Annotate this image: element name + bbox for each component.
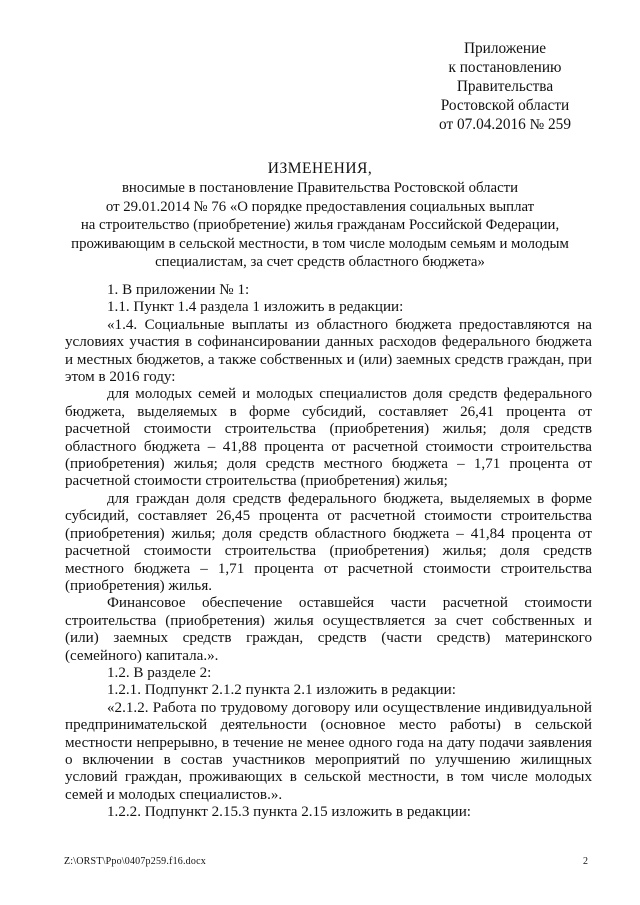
- document-subtitle: [60, 179, 580, 272]
- paragraph-item-2-1-2-text: «2.1.2. Работа по трудовому договору или осуществление индивидуальной предпринимательской деятельности (основное место работы) в сельской местности непрерывно, в течение не менее одного года на дату подачи заявления о включении в состав участников мероприятий по улучшению жилищных условий граждан, проживающих в сельской местности, в том числе молодых семей и молодых специалистов.».: [65, 699, 592, 803]
- document-body: [65, 282, 592, 822]
- paragraph-item-1-1: 1.1. Пункт 1.4 раздела 1 изложить в редакции:: [107, 299, 404, 316]
- paragraph-item-1-2-1: 1.2.1. Подпункт 2.1.2 пункта 2.1 изложить в редакции:: [107, 682, 456, 699]
- paragraph-young-families: для молодых семей и молодых специалистов доля средств федерального бюджета, выделяемых в форме субсидий, составляет 26,41 процента от расчетной стоимости строительства (приобретения) жилья; доля средств областного бюджета – 41,88 процента от расчетной стоимости строительства (приобретения) жилья; доля средств местного бюджета – 1,71 процента от расчетной стоимости строительства (приобретения) жилья;: [65, 386, 592, 490]
- appendix-line: Правительства: [456, 78, 554, 95]
- appendix-header: [400, 39, 610, 134]
- footer-file-path: Z:\ORST\Ppo\0407p259.f16.docx: [64, 856, 206, 867]
- paragraph-item-1-4-text: «1.4. Социальные выплаты из областного бюджета предоставляются на условиях участия в софинансировании данных расходов федерального бюджета и местных бюджетов, а также собственных и (или) заемных средств граждан, при этом в 2016 году:: [65, 316, 592, 386]
- appendix-line: от 07.04.2016 № 259: [439, 116, 571, 133]
- appendix-line: к постановлению: [448, 59, 562, 76]
- paragraph-financing: Финансовое обеспечение оставшейся части расчетной стоимости строительства (приобретения) жилья осуществляется за счет собственных и (или) заемных средств граждан, средств (части средств) материнского (семейного) капитала.».: [65, 595, 592, 664]
- subtitle-line: вносимые в постановление Правительства Ростовской области: [121, 180, 519, 196]
- paragraph-item-1-2: 1.2. В разделе 2:: [107, 664, 212, 681]
- subtitle-line: проживающим в сельской местности, в том числе молодым семьям и молодым: [71, 235, 569, 252]
- subtitle-line: специалистам, за счет средств областного бюджета»: [155, 254, 485, 270]
- page-number: 2: [583, 856, 588, 867]
- subtitle-line: от 29.01.2014 № 76 «О порядке предоставления социальных выплат: [105, 198, 535, 215]
- appendix-line: Ростовской области: [440, 97, 570, 114]
- paragraph-citizens: для граждан доля средств федерального бюджета, выделяемых в форме субсидий, составляет 26,45 процента от расчетной стоимости строительства (приобретения) жилья; доля средств областного бюджета – 41,84 процента от расчетной стоимости строительства (приобретения) жилья; доля средств местного бюджета – 1,71 процента от расчетной стоимости строительства (приобретения) жилья.: [65, 490, 592, 594]
- paragraph-item-1: 1. В приложении № 1:: [107, 282, 250, 298]
- paragraph-item-1-2-2: 1.2.2. Подпункт 2.15.3 пункта 2.15 изложить в редакции:: [107, 804, 472, 821]
- appendix-line: Приложение: [463, 40, 547, 57]
- document-title: ИЗМЕНЕНИЯ,: [267, 160, 373, 177]
- subtitle-line: на строительство (приобретение) жилья гражданам Российской Федерации,: [80, 217, 560, 233]
